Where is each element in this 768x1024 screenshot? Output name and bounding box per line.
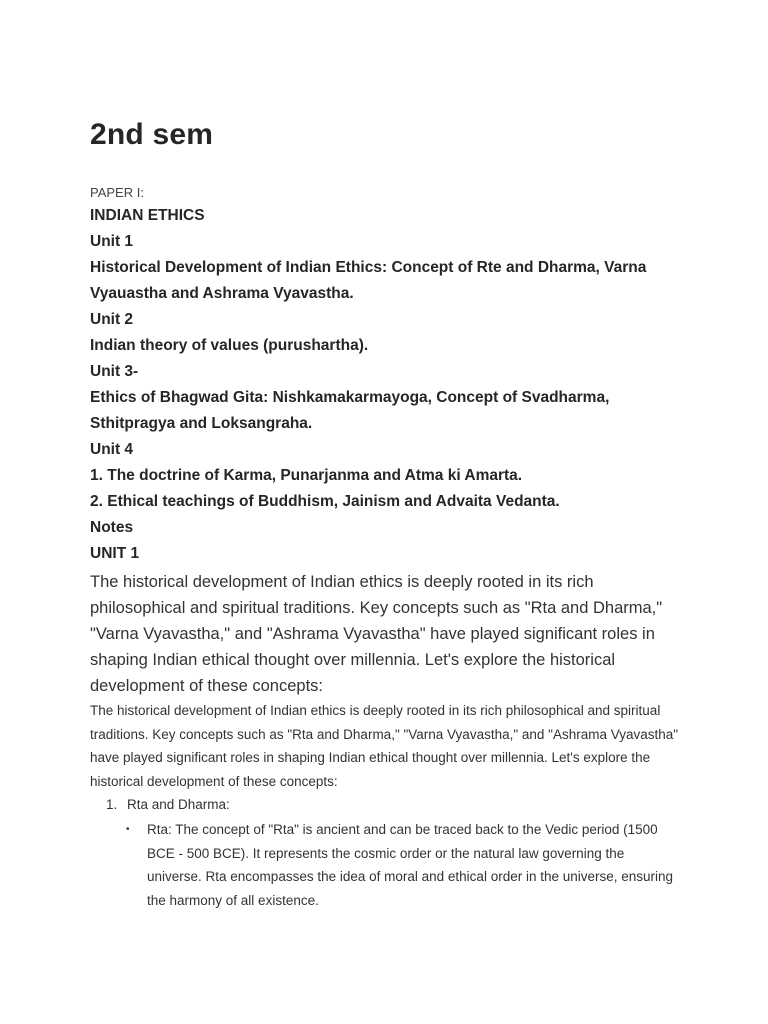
bullet-text: Rta: The concept of "Rta" is ancient and can be traced back to the Vedic period (1500 BCE - 500 BCE). It represents the cosmic order or the natural law governing the universe. Rta encompasses the idea of moral and ethical order in the universe, ensuring the harmony of all existence. <box>147 822 674 908</box>
document-title: 2nd sem <box>90 118 214 151</box>
intro-paragraph-small: The historical development of Indian ethics is deeply rooted in its rich philosophical and spiritual traditions. Key concepts such as "Rta and Dharma," "Varna Vyavastha," and "Ashrama Vyavastha" have played significant roles in shaping Indian ethical thought over millennia. Let's explore the historical development of these concepts: <box>90 703 679 789</box>
list-item <box>90 793 690 816</box>
notes-heading: Notes <box>90 519 134 536</box>
intro-paragraph-large: The historical development of Indian ethics is deeply rooted in its rich philosophical and spiritual traditions. Key concepts such as "Rta and Dharma," "Varna Vyavastha," and "Ashrama Vyavastha" have played significant roles in shaping Indian ethical thought over millennia. Let's explore the historical development of these concepts: <box>90 573 663 695</box>
unit-3-heading: Unit 3- <box>90 363 139 380</box>
bullet-item <box>90 818 682 912</box>
list-number: 1. <box>106 797 118 812</box>
unit-4-heading: Unit 4 <box>90 441 134 458</box>
course-title: INDIAN ETHICS <box>90 207 205 224</box>
unit-3-topics: Ethics of Bhagwad Gita: Nishkamakarmayoga, Concept of Svadharma, Sthitpragya and Loksangraha. <box>90 389 610 432</box>
unit-4-topic-2: 2. Ethical teachings of Buddhism, Jainism and Advaita Vedanta. <box>90 493 560 510</box>
unit-2-heading: Unit 2 <box>90 311 134 328</box>
document-page <box>90 114 690 912</box>
bullet-marker: • <box>126 824 130 835</box>
list-item-label: Rta and Dharma: <box>127 797 230 812</box>
unit-4-topic-1: 1. The doctrine of Karma, Punarjanma and Atma ki Amarta. <box>90 467 523 484</box>
paper-label: PAPER I: <box>90 185 144 200</box>
unit-1-heading: Unit 1 <box>90 233 134 250</box>
notes-unit-1-heading: UNIT 1 <box>90 545 140 562</box>
unit-1-topics: Historical Development of Indian Ethics: Concept of Rte and Dharma, Varna Vyauastha and Ashrama Vyavastha. <box>90 259 647 302</box>
unit-2-topics: Indian theory of values (purushartha). <box>90 337 369 354</box>
